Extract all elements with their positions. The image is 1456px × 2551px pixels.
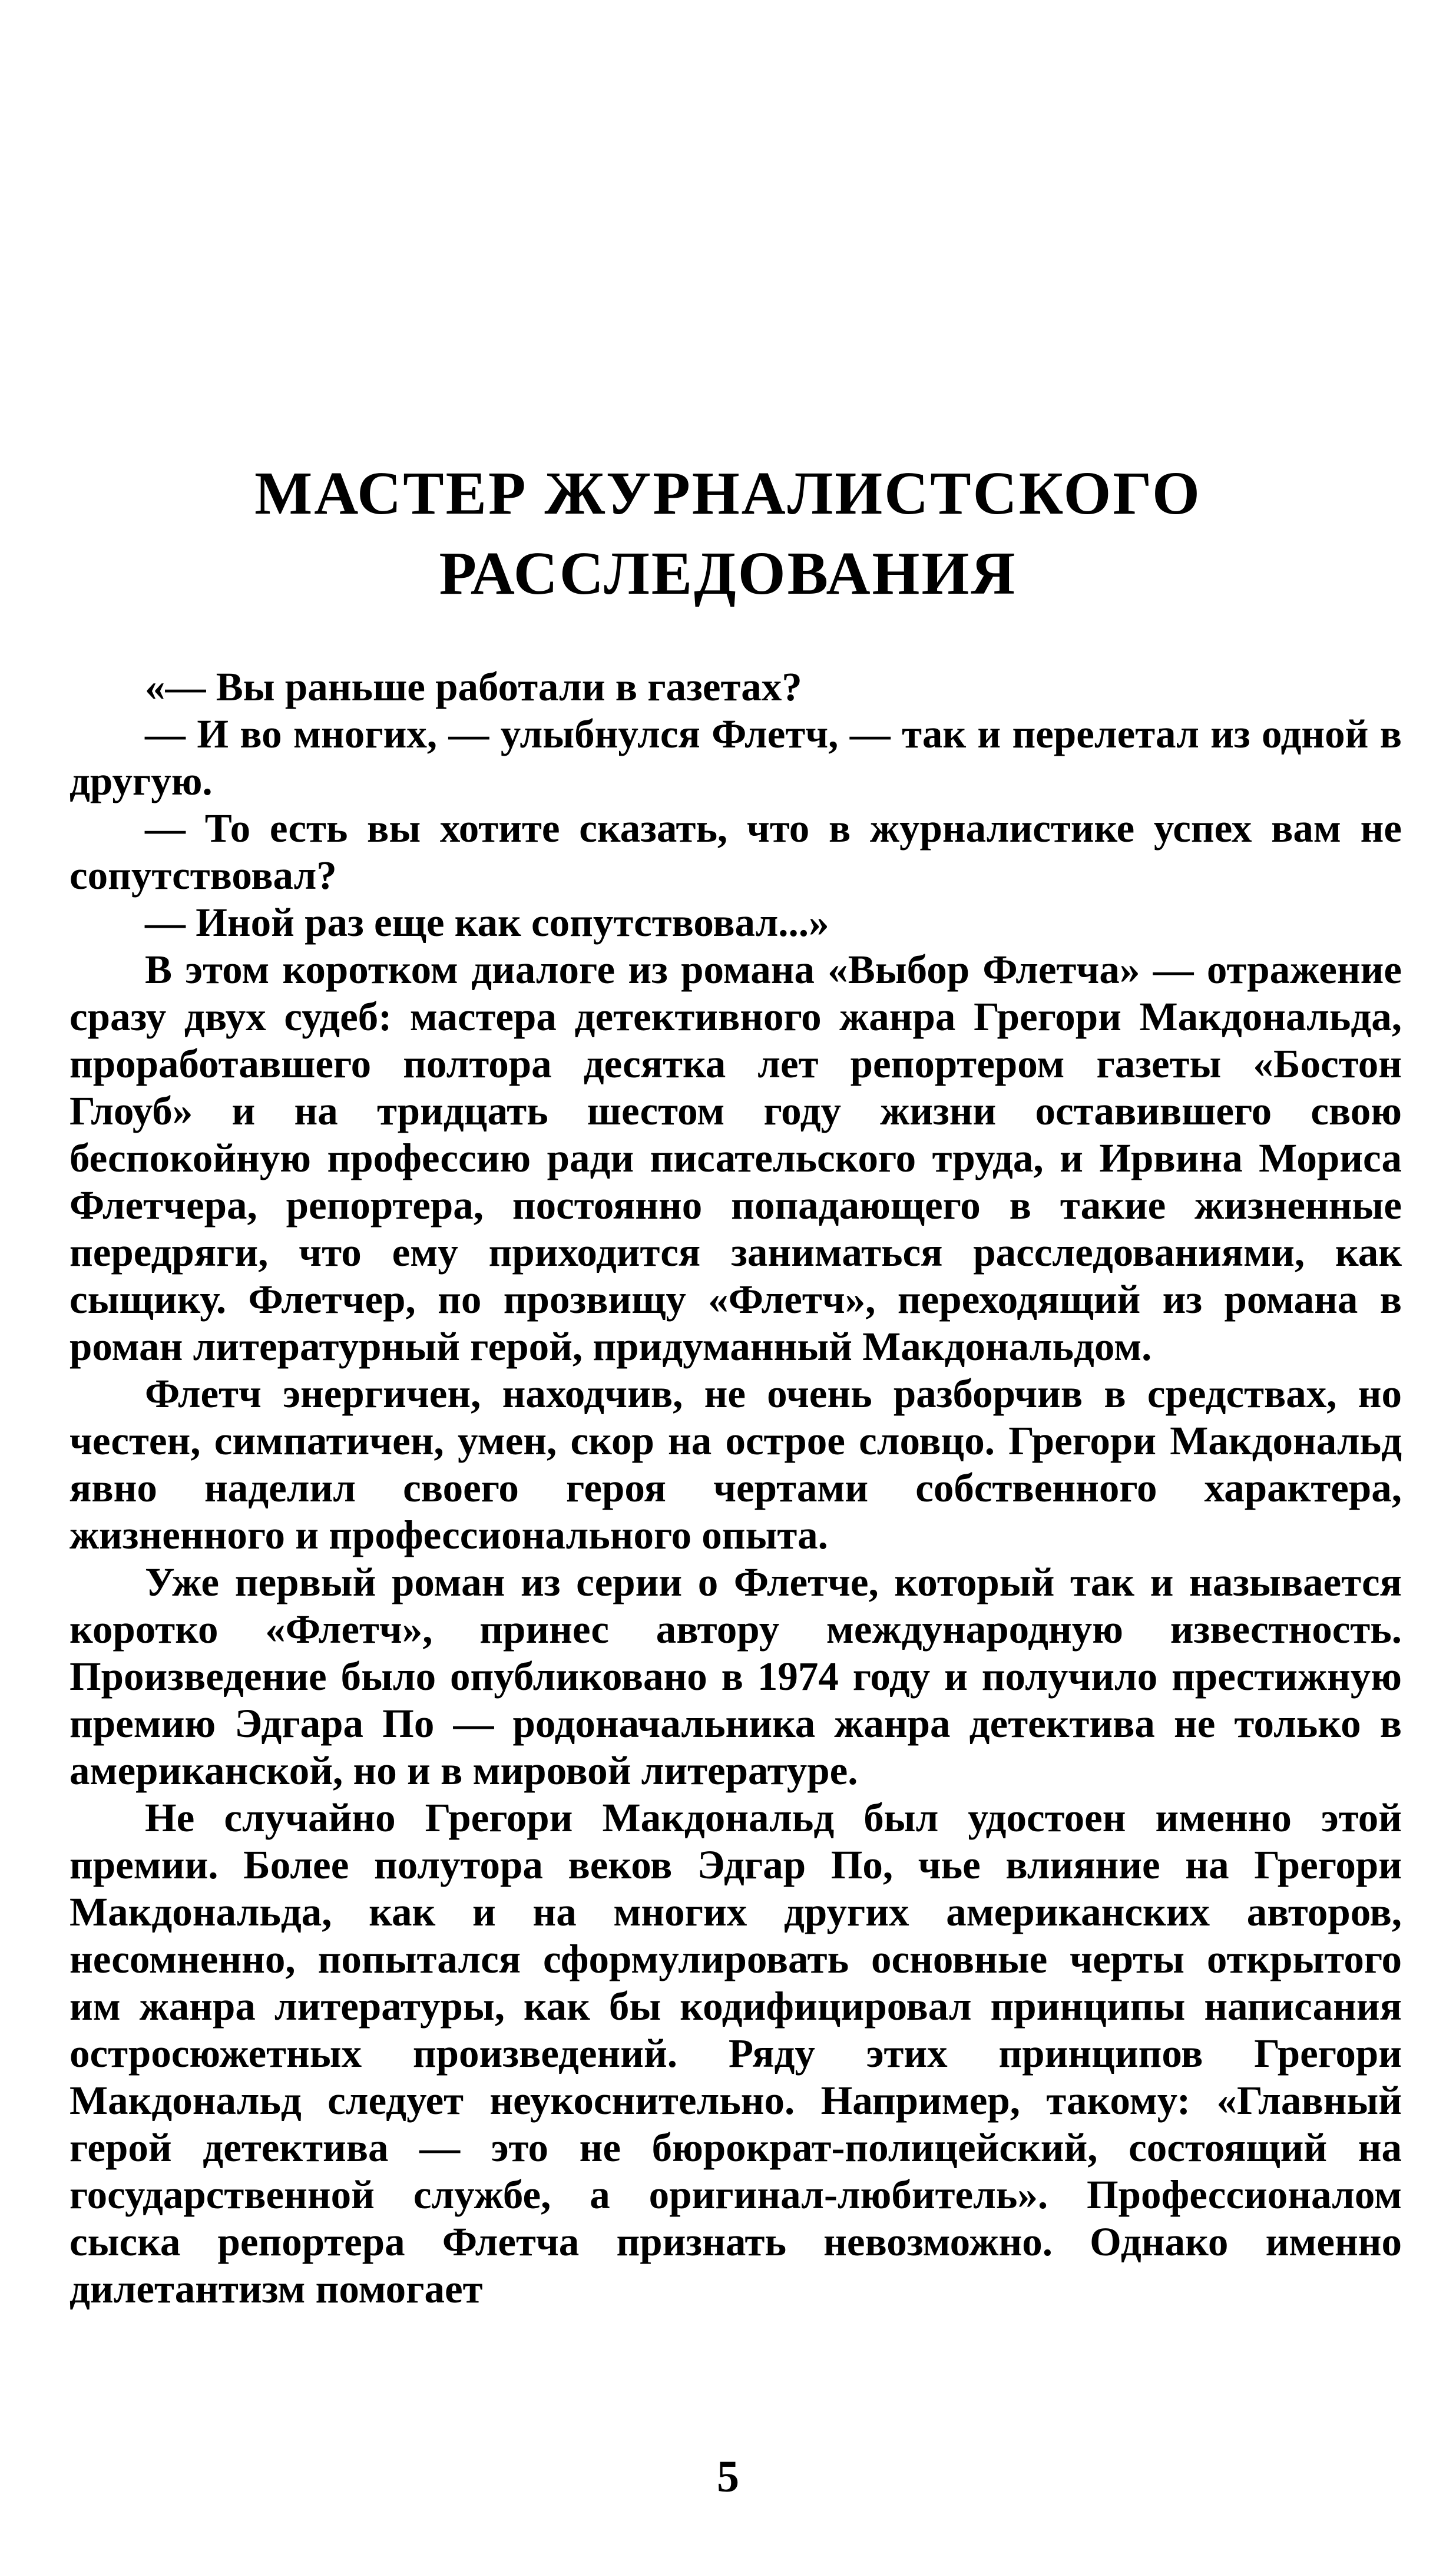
body-text [70, 663, 1402, 2312]
chapter-title [0, 454, 1456, 614]
chapter-title-line-1: МАСТЕР ЖУРНАЛИСТСКОГО [254, 459, 1202, 527]
chapter-title-line-2: РАССЛЕДОВАНИЯ [439, 539, 1017, 607]
paragraph-4: — Иной раз еще как сопутствовал...» [145, 900, 829, 945]
paragraph-8: Не случайно Грегори Макдональд был удостоен именно этой премии. Более полутора веков Эдгар По, чье влияние на Грегори Макдональда, как и на многих других американских авторов, несомненно, попытался сформулировать основные черты открытого им жанра литературы, как бы кодифицировал принципы написания остросюжетных произведений. Ряду этих принципов Грегори Макдональд следует неукоснительно. Например, такому: «Главный герой детектива — это не бюрократ-полицейский, состоящий на государственной службе, а оригинал-любитель». Профессионалом сыска репортера Флетча признать невозможно. Однако именно дилетантизм помогает [70, 1795, 1402, 2311]
paragraph-3: — То есть вы хотите сказать, что в журналистике успех вам не сопутствовал? [70, 806, 1402, 898]
paragraph-1: «— Вы раньше работали в газетах? [145, 664, 802, 709]
paragraph-5: В этом коротком диалоге из романа «Выбор Флетча» — отражение сразу двух судеб: мастера детективного жанра Грегори Макдональда, проработавшего полтора десятка лет репортером газеты «Бостон Глоуб» и на тридцать шестом году жизни оставившего свою беспокойную профессию ради писательского труда, и Ирвина Мориса Флетчера, репортера, постоянно попадающего в такие жизненные передряги, что ему приходится заниматься расследованиями, как сыщику. Флетчер, по прозвищу «Флетч», переходящий из романа в роман литературный герой, придуманный Макдональдом. [70, 947, 1402, 1369]
paragraph-6: Флетч энергичен, находчив, не очень разборчив в средствах, но честен, симпатичен, умен, скор на острое словцо. Грегори Макдональд явно наделил своего героя чертами собственного характера, жизненного и профессионального опыта. [70, 1371, 1402, 1557]
paragraph-2: — И во многих, — улыбнулся Флетч, — так и перелетал из одной в другую. [70, 712, 1402, 803]
page-number: 5 [717, 2452, 739, 2502]
paragraph-7: Уже первый роман из серии о Флетче, который так и называется коротко «Флетч», принес автору международную известность. Произведение было опубликовано в 1974 году и получило престижную премию Эдгара По — родоначальника жанра детектива не только в американской, но и в мировой литературе. [70, 1560, 1402, 1793]
